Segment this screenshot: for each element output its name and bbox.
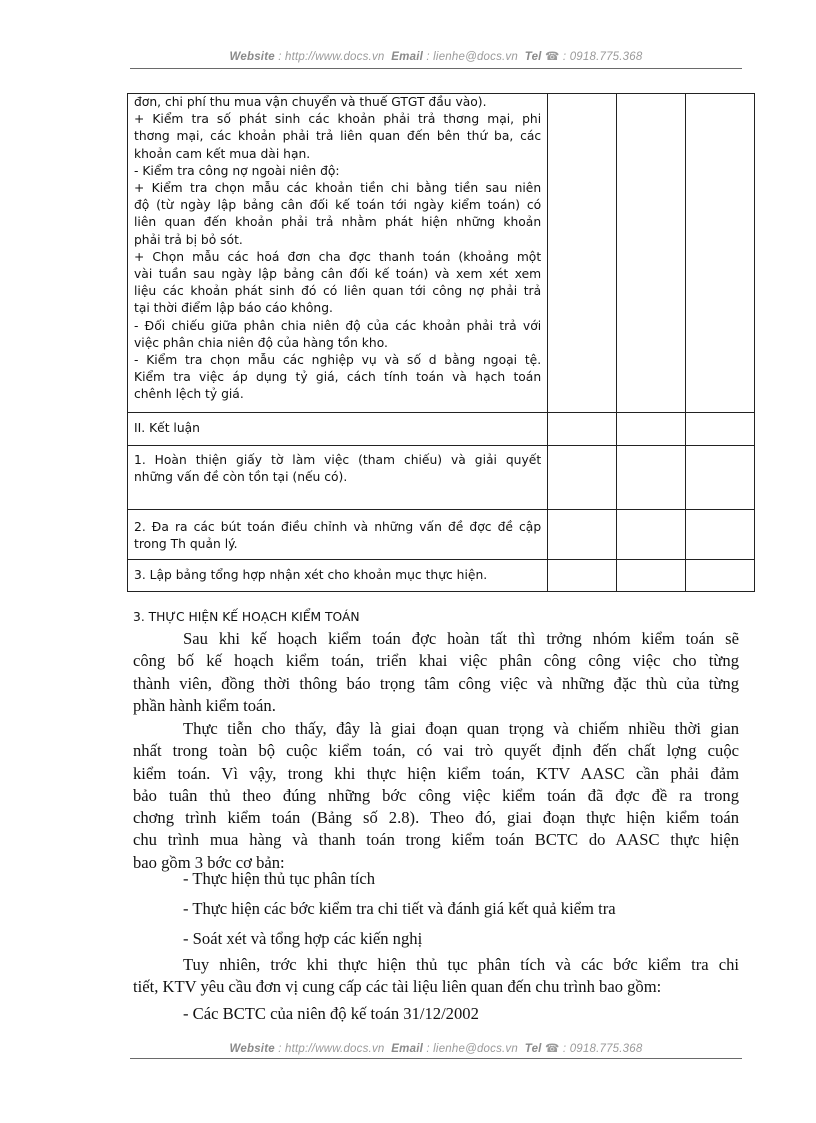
table-cell <box>128 510 548 560</box>
conclusion-item-2 <box>128 510 547 553</box>
table-row <box>128 560 755 592</box>
page-footer <box>130 1041 742 1055</box>
procedure-line: chênh lệch tỷ giá. <box>134 387 244 402</box>
procedure-line: Kiểm tra việc áp dụng tỷ giá, cách tính toán và hạch toán <box>134 370 542 385</box>
table-row <box>128 94 755 413</box>
procedure-line: trong Th quản lý. <box>134 537 238 552</box>
paragraph-3 <box>133 954 739 999</box>
table-cell <box>686 94 755 413</box>
section-title: 3. THỰC HIỆN KẾ HOẠCH KIỂM TOÁN <box>133 610 360 624</box>
page-header <box>130 49 742 63</box>
email-value[interactable]: : lienhe@docs.vn <box>426 1043 518 1055</box>
procedure-line: liệu các khoản phát sinh đó có liên quan tới công nợ phải trả <box>134 284 542 299</box>
table-cell <box>548 560 617 592</box>
procedure-line: + Chọn mẫu các hoá đơn cha đợc thanh toán (khoảng một <box>134 249 542 264</box>
header-rule <box>130 68 742 69</box>
paragraph-line: phần hành kiểm toán. <box>133 695 276 715</box>
procedure-line: khoản cam kết mua dài hạn. <box>134 146 311 161</box>
paragraph-line: Sau khi kế hoạch kiểm toán đợc hoàn tất thì trởng nhóm kiểm toán sẽ <box>183 629 739 648</box>
table-cell <box>128 413 548 446</box>
paragraph-line: tiết, KTV yêu cầu đơn vị cung cấp các tài liệu liên quan đến chu trình bao gồm: <box>133 977 662 997</box>
procedure-line: - Kiểm tra công nợ ngoài niên độ: <box>134 163 340 178</box>
table-cell <box>128 560 548 592</box>
table-cell <box>686 560 755 592</box>
table-row <box>128 446 755 510</box>
procedure-line: những vấn đề còn tồn tại (nếu có). <box>134 470 348 485</box>
procedure-line: 2. Đa ra các bút toán điều chỉnh và những vấn đề đợc đề cập <box>134 520 542 534</box>
paragraph-line: Tuy nhiên, trớc khi thực hiện thủ tục phân tích và các bớc kiểm tra chi <box>183 955 739 974</box>
procedure-line: - Kiểm tra chọn mẫu các nghiệp vụ và số d bằng ngoại tệ. <box>134 353 542 368</box>
table-cell <box>548 510 617 560</box>
procedure-line: + Kiểm tra số phát sinh các khoản phải trả thơng mại, phi <box>134 112 542 127</box>
tel-value: ☎ : 0918.775.368 <box>544 51 643 63</box>
procedure-line: tại thời điểm lập báo cáo không. <box>134 301 333 316</box>
website-url[interactable]: : http://www.docs.vn <box>278 51 385 63</box>
paragraph-line: bao gồm 3 bớc cơ bản: <box>133 852 285 872</box>
table-cell-procedures <box>128 94 548 413</box>
table-cell <box>617 94 686 413</box>
email-label: Email <box>391 51 423 63</box>
paragraph-line: chu trình mua hàng và thanh toán trong kiểm toán BCTC do AASC thực hiện <box>133 830 739 850</box>
table-row <box>128 510 755 560</box>
table-cell <box>548 413 617 446</box>
tel-label: Tel <box>524 51 542 63</box>
table-cell <box>617 446 686 510</box>
email-label: Email <box>391 1043 423 1055</box>
tel-value: ☎ : 0918.775.368 <box>544 1043 643 1055</box>
audit-procedure-table <box>127 93 755 592</box>
table-cell <box>617 560 686 592</box>
table-row <box>128 413 755 446</box>
table-cell <box>548 446 617 510</box>
paragraph-line: bảo tuân thủ theo đúng những bớc công việc kiểm toán đã đợc đề ra trong <box>133 785 739 805</box>
website-label: Website <box>229 51 275 63</box>
procedure-line: - Đối chiếu giữa phân chia niên độ của các khoản phải trả với <box>134 318 542 333</box>
paragraph-line: chơng trình kiểm toán (Bảng số 2.8). Theo đó, giai đoạn thực hiện kiểm toán <box>133 808 739 828</box>
list-item: - Soát xét và tổng hợp các kiến nghị <box>183 928 423 948</box>
paragraph-line: công bố kế hoạch kiểm toán, triển khai việc phân công công việc cho từng <box>133 651 739 671</box>
paragraph-line: thành viên, đồng thời thông báo trọng tâm công việc và những đặc thù của từng <box>133 673 739 693</box>
footer-rule <box>130 1058 742 1059</box>
website-label: Website <box>229 1043 275 1055</box>
procedure-line: đơn, chi phí thu mua vận chuyển và thuế GTGT đầu vào). <box>134 95 487 109</box>
procedure-line: việc phân chia niên độ của hàng tồn kho. <box>134 335 388 350</box>
procedure-line: phải trả bị bỏ sót. <box>134 232 243 247</box>
bullet-list <box>133 868 739 957</box>
table-cell <box>686 413 755 446</box>
procedure-line: vài tuần sau ngày lập bảng cân đối kế toán) và xem xét xem <box>134 267 542 282</box>
table-cell <box>686 446 755 510</box>
last-bullet: - Các BCTC của niên độ kế toán 31/12/2002 <box>183 1004 479 1023</box>
email-value[interactable]: : lienhe@docs.vn <box>426 51 518 63</box>
paragraph-2 <box>133 718 739 874</box>
procedure-line: liên quan đến khoản phải trả nhằm phát hiện những khoản <box>134 215 542 230</box>
procedure-line: độ (từ ngày lập bảng cân đối kế toán tới ngày kiểm toán) có <box>134 198 542 213</box>
table-cell <box>617 413 686 446</box>
table-cell <box>617 510 686 560</box>
paragraph-line: nhất trong toàn bộ cuộc kiểm toán, có vai trò quyết định đến chất lợng cuộc <box>133 741 739 761</box>
list-item: - Thực hiện thủ tục phân tích <box>183 869 376 888</box>
procedure-text <box>128 94 547 404</box>
paragraph-line: Thực tiễn cho thấy, đây là giai đoạn quan trọng và chiếm nhiều thời gian <box>183 719 739 738</box>
paragraph-1 <box>133 628 739 717</box>
conclusion-heading: II. Kết luận <box>134 421 200 435</box>
procedure-line: 1. Hoàn thiện giấy tờ làm việc (tham chiếu) và giải quyết <box>134 453 542 467</box>
tel-label: Tel <box>524 1043 542 1055</box>
table-cell <box>686 510 755 560</box>
table-cell <box>548 94 617 413</box>
website-url[interactable]: : http://www.docs.vn <box>278 1043 385 1055</box>
list-item: - Thực hiện các bớc kiểm tra chi tiết và đánh giá kết quả kiểm tra <box>183 898 616 918</box>
procedure-line: thơng mại, các khoản phải trả liên quan đến bên thứ ba, các <box>134 129 542 144</box>
conclusion-item-3: 3. Lập bảng tổng hợp nhận xét cho khoản mục thực hiện. <box>134 568 488 582</box>
table-cell <box>128 446 548 510</box>
procedure-line: + Kiểm tra chọn mẫu các khoản tiền chi bằng tiền sau niên <box>134 181 542 196</box>
conclusion-item-1 <box>128 446 547 486</box>
paragraph-line: kiểm toán. Vì vậy, trong khi thực hiện kiểm toán, KTV AASC cần phải đảm <box>133 763 739 783</box>
